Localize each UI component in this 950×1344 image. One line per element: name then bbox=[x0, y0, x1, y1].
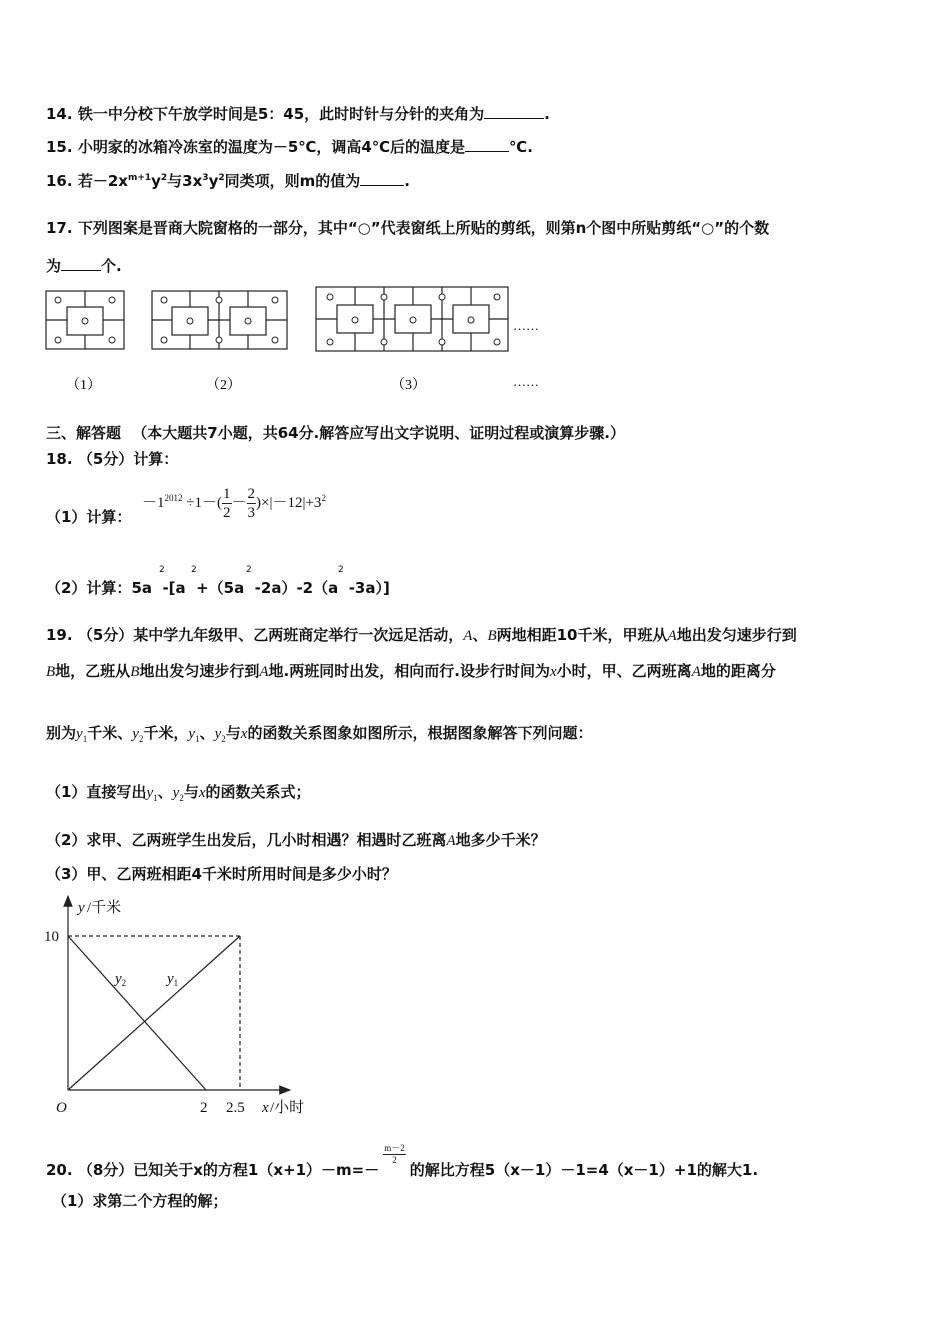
q18-part1-expression: $-1^{2012} \div 1-$( $\frac{1}{2}$ － $\frac{2}{3}$ )$\times|-12|+3^2$ bbox=[142, 486, 326, 522]
x-axis-var: x bbox=[262, 1100, 269, 1116]
y-axis-var: y bbox=[78, 900, 85, 916]
fig1-label: （1） bbox=[66, 378, 101, 393]
y-tick-10: 10 bbox=[44, 929, 59, 945]
answer-blank[interactable] bbox=[484, 104, 544, 119]
x-tick-2: 2 bbox=[200, 1100, 208, 1116]
question-15: 15. 小明家的冰箱冷冻室的温度为－5℃，调高4℃后的温度是 ℃. bbox=[46, 138, 533, 156]
q19-part2: （2）求甲、乙两班学生出发后，几小时相遇？相遇时乙班离A地多少千米？ bbox=[46, 831, 546, 849]
origin-label: O bbox=[56, 1100, 67, 1116]
line-y1 bbox=[68, 936, 240, 1090]
q18-part2: （2）计算：5a -[a +（5a -2a）-2（a -3a）] bbox=[46, 579, 390, 597]
q20-part1: （1）求第二个方程的解； bbox=[52, 1192, 228, 1210]
label-y1: $y_1$ bbox=[167, 971, 179, 988]
y-axis-unit: /千米 bbox=[87, 900, 122, 916]
answer-blank[interactable] bbox=[360, 171, 404, 186]
x-axis-unit: /小时 bbox=[270, 1100, 305, 1116]
question-16: 16. 若$-2x^{m+1}y^2$与$3x^3y^2$同类项，则m的值为 . bbox=[46, 172, 410, 190]
x-tick-2-5: 2.5 bbox=[226, 1100, 245, 1116]
line-y2 bbox=[68, 936, 206, 1090]
ellipsis-right: …… bbox=[513, 318, 539, 333]
section-3-heading: 三、解答题 （本大题共7小题，共64分.解答应写出文字说明、证明过程或演算步骤.） bbox=[46, 424, 625, 442]
question-17-line2: 为 个. bbox=[46, 257, 122, 275]
fig3-label: （3） bbox=[391, 378, 426, 393]
distance-time-graph bbox=[40, 890, 340, 1120]
answer-blank[interactable] bbox=[61, 256, 101, 271]
fraction-one-half: $\frac{1}{2}$ bbox=[223, 486, 231, 522]
question-19-line2: B地，乙班从B地出发匀速步行到A地.两班同时出发，相向而行.设步行时间为x小时，甲、乙两班离A地的距离分 bbox=[46, 662, 776, 680]
q19-part3: （3）甲、乙两班相距4千米时所用时间是多少小时？ bbox=[46, 865, 397, 883]
ellipsis-bottom: …… bbox=[513, 374, 539, 389]
question-14: 14. 铁一中分校下午放学时间是5：45，此时时针与分针的夹角为 . bbox=[46, 105, 550, 123]
question-18: 18. （5分）计算： bbox=[46, 450, 179, 468]
window-pattern-figures bbox=[0, 285, 950, 395]
fraction-two-thirds: $\frac{2}{3}$ bbox=[247, 486, 256, 522]
q18-part1-label: （1）计算： bbox=[46, 508, 132, 526]
question-20: 20. （8分）已知关于x的方程1（x+1）－m=－ $\frac{m-2}{2}$ 的解比方程5（x－1）－1=4（x－1）+1的解大1. bbox=[46, 1143, 759, 1179]
question-17-line1: 17. 下列图案是晋商大院窗格的一部分，其中“○”代表窗纸上所贴的剪纸，则第n个图中所贴剪纸“○”的个数 bbox=[46, 219, 770, 237]
fraction-m-minus-2-over-2: $\frac{m-2}{2}$ bbox=[384, 1143, 405, 1165]
question-19-line1: 19. （5分）某中学九年级甲、乙两班商定举行一次远足活动，A、B两地相距10千米，甲班从A地出发匀速步行到 bbox=[46, 626, 797, 644]
question-19-line3: 别为$y_1$千米、$y_2$千米，$y_1$、$y_2$与x的函数关系图象如图所示，根据图象解答下列问题： bbox=[46, 724, 593, 744]
label-y2: $y_2$ bbox=[115, 971, 127, 988]
q19-part1: （1）直接写出$y_1$、$y_2$与x的函数关系式； bbox=[46, 783, 311, 803]
answer-blank[interactable] bbox=[465, 137, 509, 152]
fig2-label: （2） bbox=[206, 378, 241, 393]
